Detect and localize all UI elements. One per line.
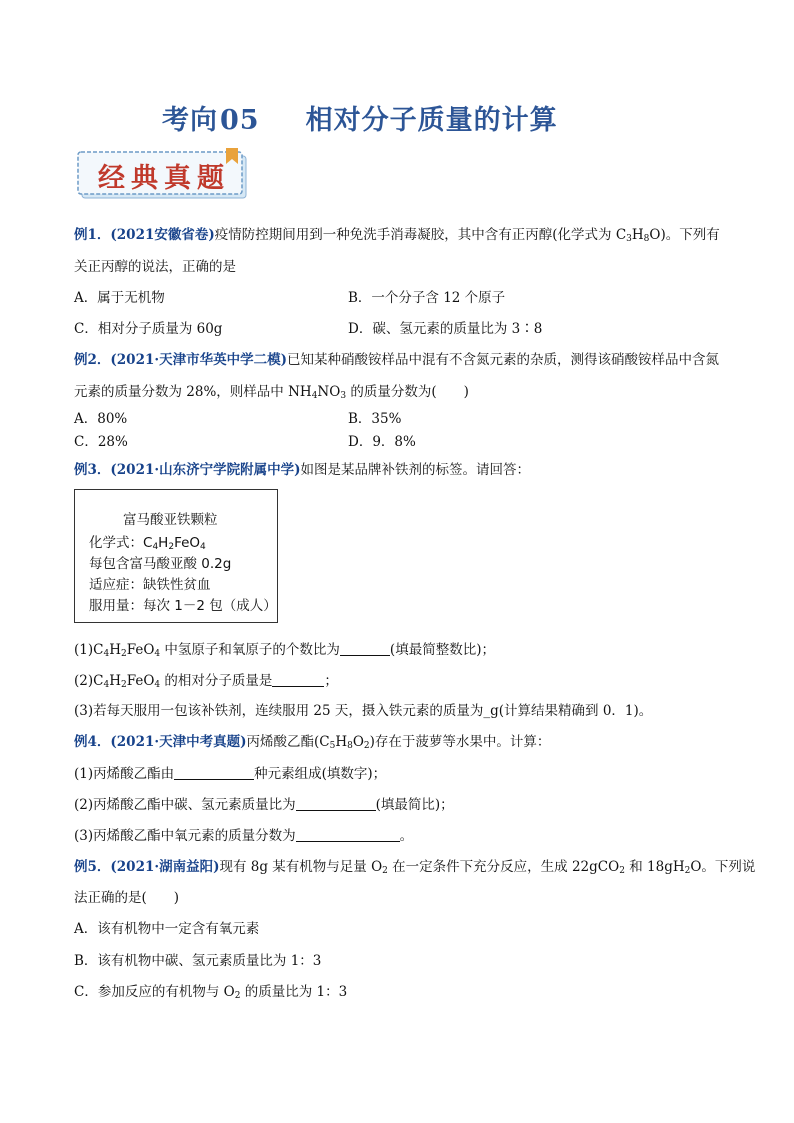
ex4-q2 bbox=[74, 798, 454, 813]
ex1-sub: 3 bbox=[626, 234, 632, 244]
banner-text: 经典真题 bbox=[98, 163, 230, 194]
title-prefix: 考向 bbox=[162, 105, 218, 136]
answer-blank[interactable] bbox=[272, 674, 324, 687]
box-sub: 4 bbox=[152, 542, 159, 552]
answer-blank[interactable] bbox=[340, 643, 390, 656]
q-text-end: (填最简整数比)； bbox=[389, 642, 495, 658]
ex3-source: (2021·山东济宁学院附属中学) bbox=[110, 462, 301, 478]
ex2-text: 已知某种硝酸铵样品中混有不含氮元素的杂质，测得该硝酸铵样品中含氮 bbox=[286, 352, 719, 368]
q-text: (1)丙烯酸乙酯由 bbox=[74, 766, 175, 782]
ex1-text: 疫情防控期间用到一种免洗手消毒凝胶，其中含有正丙醇(化学式为 C bbox=[214, 227, 627, 243]
q-text: (2)丙烯酸乙酯中碳、氢元素质量比为 bbox=[74, 797, 296, 813]
ex5-option-c bbox=[74, 986, 347, 1000]
box-title: 富马酸亚铁颗粒 bbox=[123, 512, 218, 528]
ex2-sub: 4 bbox=[311, 391, 318, 401]
ex1-option-c: C．相对分子质量为 60g bbox=[74, 321, 223, 337]
opt-text-end: 的质量比为 1：3 bbox=[240, 984, 348, 1000]
ex4-line1 bbox=[74, 736, 550, 750]
ex4-q3 bbox=[74, 829, 413, 844]
answer-blank[interactable] bbox=[296, 798, 376, 811]
ex1-line1 bbox=[74, 229, 720, 243]
section-banner bbox=[76, 146, 252, 202]
ex4-sub: 5 bbox=[329, 741, 336, 751]
ex4-q1 bbox=[74, 767, 386, 782]
ex4-text-end: )存在于菠萝等水果中。计算： bbox=[369, 734, 551, 750]
q-text: (3)丙烯酸乙酯中氧元素的质量分数为 bbox=[74, 828, 296, 844]
title-text: 相对分子质量的计算 bbox=[305, 105, 558, 136]
box-formula-part: FeO bbox=[174, 535, 201, 551]
ex4-sub: 8 bbox=[347, 741, 353, 751]
ex1-option-a: A．属于无机物 bbox=[74, 290, 165, 306]
q-formula: H bbox=[109, 642, 121, 658]
q-sub: 2 bbox=[120, 649, 127, 659]
supplement-label-box bbox=[74, 489, 278, 623]
ex5-sub: 2 bbox=[619, 866, 625, 876]
q-sub: 4 bbox=[154, 649, 161, 659]
q-text: 中氢原子和氧原子的个数比为 bbox=[160, 642, 340, 658]
ex1-formula: H bbox=[631, 227, 644, 243]
ex2-text: 元素的质量分数为 28%，则样品中 NH bbox=[74, 384, 312, 400]
ex3-intro bbox=[74, 464, 530, 478]
q-text: (1)C bbox=[74, 642, 104, 658]
ex1-source: (2021安徽省卷) bbox=[110, 227, 215, 243]
ex5-text: 和 18gH bbox=[624, 859, 685, 875]
ex1-line2: 关正丙醇的说法，正确的是 bbox=[74, 259, 236, 275]
ex2-text-end: 的质量分数为( ) bbox=[346, 384, 469, 400]
ex1-label: 例1． bbox=[74, 227, 111, 243]
ex5-text: 在一定条件下充分反应，生成 22gCO bbox=[387, 859, 620, 875]
q-text-end: 种元素组成(填数字)； bbox=[254, 766, 387, 782]
box-sub: 4 bbox=[200, 542, 206, 552]
q-text-end: ； bbox=[324, 673, 338, 689]
box-usage: 服用量：每次 1－2 包（成人） bbox=[89, 598, 277, 614]
ex5-line1 bbox=[74, 861, 755, 875]
ex5-label: 例5． bbox=[74, 859, 111, 875]
ex2-formula: NO bbox=[317, 384, 341, 400]
ex4-formula: O bbox=[352, 734, 364, 750]
q-sub: 4 bbox=[103, 649, 110, 659]
q-sub: 4 bbox=[103, 680, 110, 690]
ex5-line2: 法正确的是( ) bbox=[74, 890, 180, 906]
ex5-text-end: O。下列说 bbox=[690, 859, 756, 875]
ex1-option-b: B．一个分子含 12 个原子 bbox=[348, 290, 506, 306]
box-formula-label: 化学式：C bbox=[89, 535, 153, 551]
q-formula: FeO bbox=[126, 673, 155, 689]
q-text-end: 。 bbox=[399, 828, 414, 844]
box-formula-part: H bbox=[158, 535, 169, 551]
ex3-q2 bbox=[74, 674, 338, 689]
ex3-q3: (3)若每天服用一包该补铁剂，连续服用 25 天，摄入铁元素的质量为_g(计算结果精确到 0．1)。 bbox=[74, 703, 653, 719]
q-text-end: (填最简比)； bbox=[375, 797, 454, 813]
q-sub: 4 bbox=[154, 680, 161, 690]
box-formula bbox=[89, 531, 206, 551]
q-formula: H bbox=[109, 673, 121, 689]
ex2-option-c: C．28% bbox=[74, 434, 128, 450]
ex3-q1 bbox=[74, 643, 495, 658]
title-number: 05 bbox=[220, 105, 260, 136]
box-indication: 适应症：缺铁性贫血 bbox=[89, 577, 211, 593]
ex3-text: 如图是某品牌补铁剂的标签。请回答： bbox=[300, 462, 530, 478]
ex1-option-d: D．碳、氢元素的质量比为 3∶8 bbox=[348, 321, 543, 337]
ex2-option-a: A．80% bbox=[74, 411, 128, 427]
q-sub: 2 bbox=[120, 680, 127, 690]
ex5-text: 现有 8g 某有机物与足量 O bbox=[219, 859, 383, 875]
ex5-option-b: B．该有机物中碳、氢元素质量比为 1：3 bbox=[74, 953, 322, 969]
q-text: 的相对分子质量是 bbox=[160, 673, 273, 689]
ex2-option-d: D．9．8% bbox=[348, 434, 416, 450]
ex2-source: (2021·天津市华英中学二模) bbox=[110, 352, 287, 368]
box-sub: 2 bbox=[168, 542, 175, 552]
ex5-option-a: A．该有机物中一定含有氧元素 bbox=[74, 921, 260, 937]
opt-sub: 2 bbox=[234, 991, 241, 1001]
ex1-text-end: O)。下列有 bbox=[649, 227, 720, 243]
q-text: (2)C bbox=[74, 673, 104, 689]
ex2-option-b: B．35% bbox=[348, 411, 402, 427]
q-formula: FeO bbox=[126, 642, 155, 658]
ex4-text: 丙烯酸乙酯(C bbox=[246, 734, 330, 750]
ex5-sub: 2 bbox=[684, 866, 691, 876]
ex3-label: 例3． bbox=[74, 462, 111, 478]
box-dose: 每包含富马酸亚酸 0.2g bbox=[89, 556, 232, 572]
opt-text: C．参加反应的有机物与 O bbox=[74, 984, 235, 1000]
answer-blank[interactable] bbox=[296, 829, 400, 842]
ex4-sub: 2 bbox=[363, 741, 370, 751]
ex2-line2 bbox=[74, 386, 469, 400]
ex2-line1 bbox=[74, 354, 719, 368]
ex2-sub: 3 bbox=[340, 391, 347, 401]
ex1-sub: 8 bbox=[643, 234, 650, 244]
answer-blank[interactable] bbox=[174, 767, 254, 780]
ex4-formula: H bbox=[335, 734, 348, 750]
ex4-label: 例4． bbox=[74, 734, 111, 750]
ex5-sub: 2 bbox=[382, 866, 388, 876]
page-title bbox=[162, 98, 558, 137]
ex4-source: (2021·天津中考真题) bbox=[110, 734, 247, 750]
ex2-label: 例2． bbox=[74, 352, 111, 368]
ex5-source: (2021·湖南益阳) bbox=[110, 859, 220, 875]
